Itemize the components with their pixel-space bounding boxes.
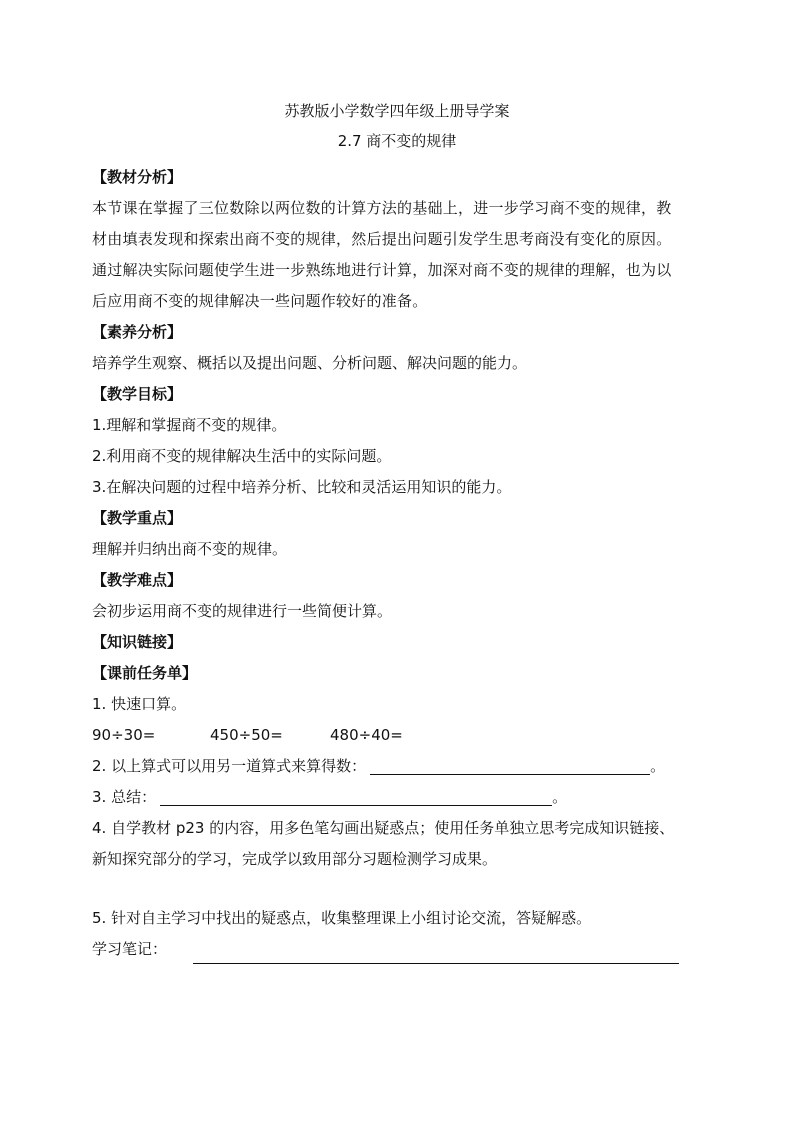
section-heading-difficulties: 【教学难点】 bbox=[92, 571, 183, 589]
paragraph-line: 本节课在掌握了三位数除以两位数的计算方法的基础上，进一步学习商不变的规律，教 bbox=[92, 199, 672, 217]
literacy-text: 培养学生观察、概括以及提出问题、分析问题、解决问题的能力。 bbox=[92, 354, 528, 372]
notes-blank[interactable] bbox=[193, 943, 679, 964]
goal-item: 1.理解和掌握商不变的规律。 bbox=[92, 416, 287, 434]
task-item-2-end: 。 bbox=[650, 757, 666, 775]
task-item-2 bbox=[92, 751, 716, 782]
paragraph-line: 后应用商不变的规律解决一些问题作较好的准备。 bbox=[92, 292, 428, 310]
goal-item: 2.利用商不变的规律解决生活中的实际问题。 bbox=[92, 447, 392, 465]
paragraph-line: 通过解决实际问题使学生进一步熟练地进行计算，加深对商不变的规律的理解，也为以 bbox=[92, 261, 672, 279]
task-item-3 bbox=[92, 782, 716, 813]
key-points-text: 理解并归纳出商不变的规律。 bbox=[92, 540, 288, 558]
document-body bbox=[92, 162, 716, 965]
paragraph-line: 材由填表发现和探索出商不变的规律，然后提出问题引发学生思考商没有变化的原因。 bbox=[92, 230, 672, 248]
section-heading-knowledge-link: 【知识链接】 bbox=[92, 633, 183, 651]
calc-expression: 450÷50= bbox=[210, 726, 283, 744]
task-item-4-line: 4. 自学教材 p23 的内容，用多色笔勾画出疑惑点；使用任务单独立思考完成知识链接、 bbox=[92, 819, 675, 837]
mental-math-row bbox=[92, 720, 716, 751]
goal-item: 3.在解决问题的过程中培养分析、比较和灵活运用知识的能力。 bbox=[92, 478, 512, 496]
task-item-5: 5. 针对自主学习中找出的疑惑点，收集整理课上小组讨论交流，答疑解惑。 bbox=[92, 909, 592, 927]
document-title: 苏教版小学数学四年级上册导学案 bbox=[284, 102, 510, 120]
answer-blank[interactable] bbox=[370, 754, 650, 775]
calc-expression: 480÷40= bbox=[330, 726, 403, 744]
task-item-1: 1. 快速口算。 bbox=[92, 695, 187, 713]
analysis-paragraph bbox=[92, 193, 716, 317]
study-notes-label: 学习笔记： bbox=[92, 940, 168, 958]
section-heading-analysis: 【教材分析】 bbox=[92, 168, 183, 186]
study-notes-row bbox=[92, 934, 716, 965]
spacer bbox=[92, 875, 716, 903]
answer-blank[interactable] bbox=[160, 785, 552, 806]
difficulties-text: 会初步运用商不变的规律进行一些简便计算。 bbox=[92, 602, 393, 620]
section-heading-key-points: 【教学重点】 bbox=[92, 509, 183, 527]
task-item-3-text: 3. 总结： bbox=[92, 788, 157, 806]
task-item-3-end: 。 bbox=[552, 788, 568, 806]
task-item-4-line: 新知探究部分的学习，完成学以致用部分习题检测学习成果。 bbox=[92, 850, 498, 868]
lesson-subtitle: 2.7 商不变的规律 bbox=[337, 132, 457, 150]
calc-expression: 90÷30= bbox=[92, 726, 156, 744]
section-heading-pre-class-tasks: 【课前任务单】 bbox=[92, 664, 198, 682]
section-heading-goals: 【教学目标】 bbox=[92, 385, 183, 403]
section-heading-literacy: 【素养分析】 bbox=[92, 323, 183, 341]
task-item-2-text: 2. 以上算式可以用另一道算式来算得数： bbox=[92, 757, 367, 775]
